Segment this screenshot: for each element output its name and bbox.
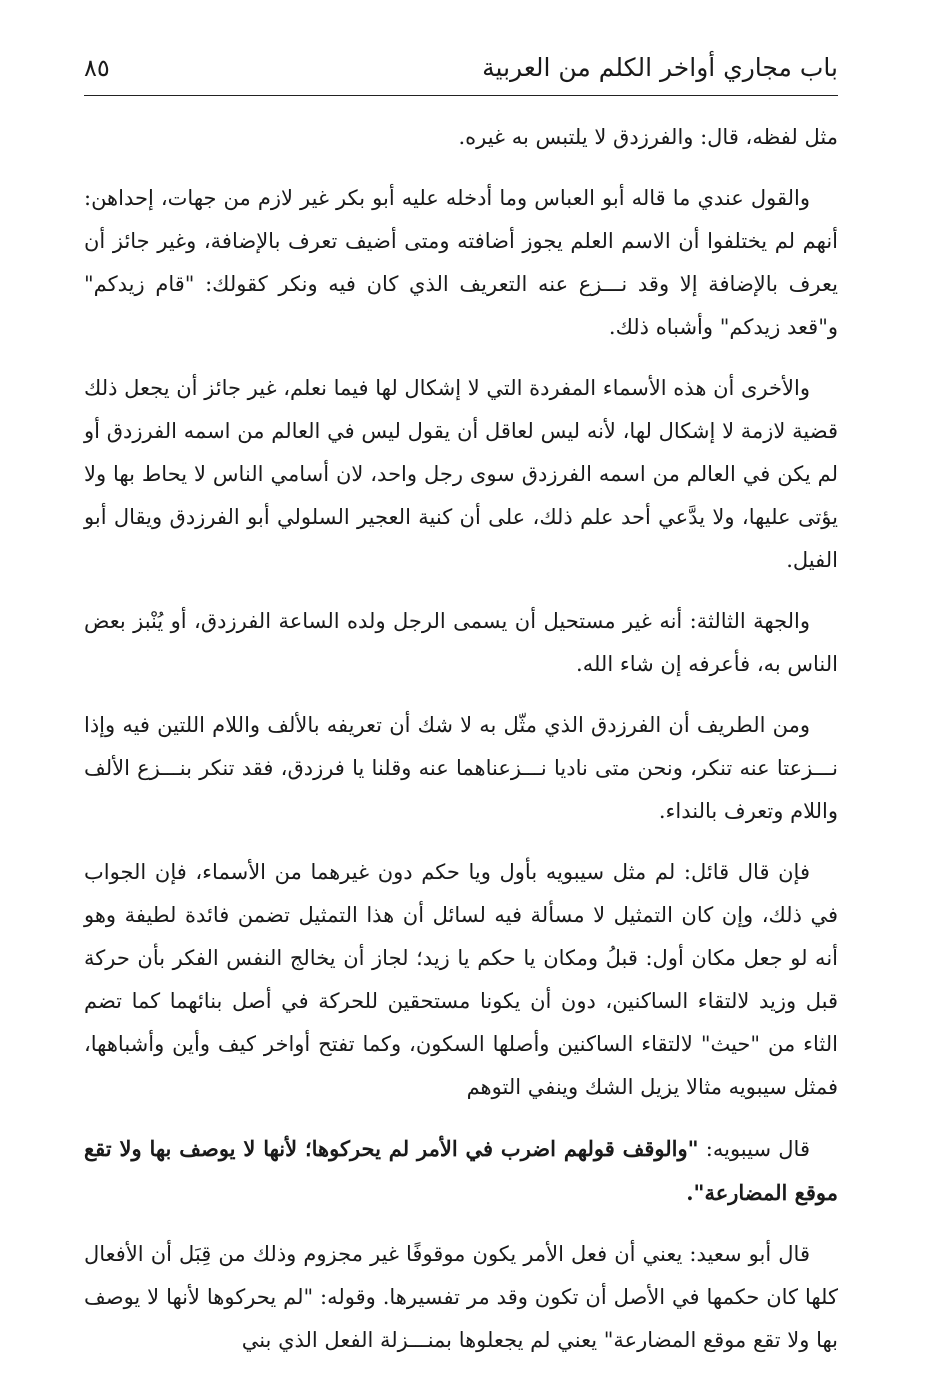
- chapter-title: باب مجاري أواخر الكلم من العربية: [482, 53, 838, 82]
- page-number: ٨٥: [84, 54, 110, 83]
- paragraph-7: قال أبو سعيد: يعني أن فعل الأمر يكون موقوفًا غير مجزوم وذلك من قِبَل أن الأفعال كلها كان حكمها في الأصل أن تكون وقد مر تفسيرها. وقوله: "لم يحركوها لأنها لا يوصف بها ولا تقع موقع المضارعة" يعني لم يجعلوها بمنـــزلة الفعل الذي بني: [84, 1241, 838, 1352]
- paragraph-6: فإن قال قائل: لم مثل سيبويه بأول ويا حكم دون غيرهما من الأسماء، فإن الجواب في ذلك، وإن كان التمثيل لا مسألة فيه لسائل أن هذا التمثيل تضمن فائدة لطيفة وهو أنه لو جعل مكان أول: قبلُ ومكان يا حكم يا زيد؛ لجاز أن يخالج النفس الفكر بأن حركة قبل وزيد لالتقاء الساكنين، دون أن يكونا مستحقين للحركة في أصل بنائهما كما تضم الثاء من "حيث" لالتقاء الساكنين وأصلها السكون، وكما تفتح أواخر كيف وأين وأشباهها، فمثل سيبويه مثالا يزيل الشك وينفي التوهم: [84, 859, 838, 1099]
- page-header: [84, 52, 838, 96]
- paragraph-1: مثل لفظه، قال: والفرزدق لا يلتبس به غيره.: [458, 124, 838, 149]
- paragraph-4: والجهة الثالثة: أنه غير مستحيل أن يسمى الرجل ولده الساعة الفرزدق، أو يُنْبز بعض الناس به، فأعرفه إن شاء الله.: [84, 608, 838, 676]
- paragraph-5: ومن الطريف أن الفرزدق الذي مثّل به لا شك أن تعريفه بالألف واللام اللتين فيه وإذا نـــزعتا عنه تنكر، ونحن متى ناديا نـــزعناهما عنه وقلنا يا فرزدق، فقد تنكر بنـــزع الألف واللام وتعرف بالنداء.: [84, 712, 838, 823]
- paragraph-2: والقول عندي ما قاله أبو العباس وما أدخله عليه أبو بكر غير لازم من جهات، إحداهن: أنهم لم يختلفوا أن الاسم العلم يجوز أضافته ومتى أضيف تعرف بالإضافة، وغير جائز أن يعرف بالإضافة إلا وقد نـــزع عنه التعريف الذي كان فيه ونكر كقولك: "قام زيدكم" و"قعد زيدكم" وأشباه ذلك.: [84, 185, 838, 339]
- paragraph-3: والأخرى أن هذه الأسماء المفردة التي لا إشكال لها فيما نعلم، غير جائز أن يجعل ذلك قضية لازمة لا إشكال لها، لأنه ليس لعاقل أن يقول ليس في العالم من اسمه الفرزدق أو لم يكن في العالم من اسمه الفرزدق سوى رجل واحد، لان أسامي الناس لا يحاط بها ولا يؤتى عليها، ولا يدَّعي أحد علم ذلك، على أن كنية العجير السلولي أبو الفرزدق ويقال أبو الفيل.: [84, 375, 838, 572]
- page-body: [84, 116, 838, 1362]
- quote-text: "والوقف قولهم اضرب في الأمر لم يحركوها؛ لأنها لا يوصف بها ولا تقع موقع المضارعة".: [84, 1135, 838, 1205]
- quote-intro: قال سيبويه:: [698, 1136, 810, 1161]
- sibawayh-quote: [84, 1127, 838, 1215]
